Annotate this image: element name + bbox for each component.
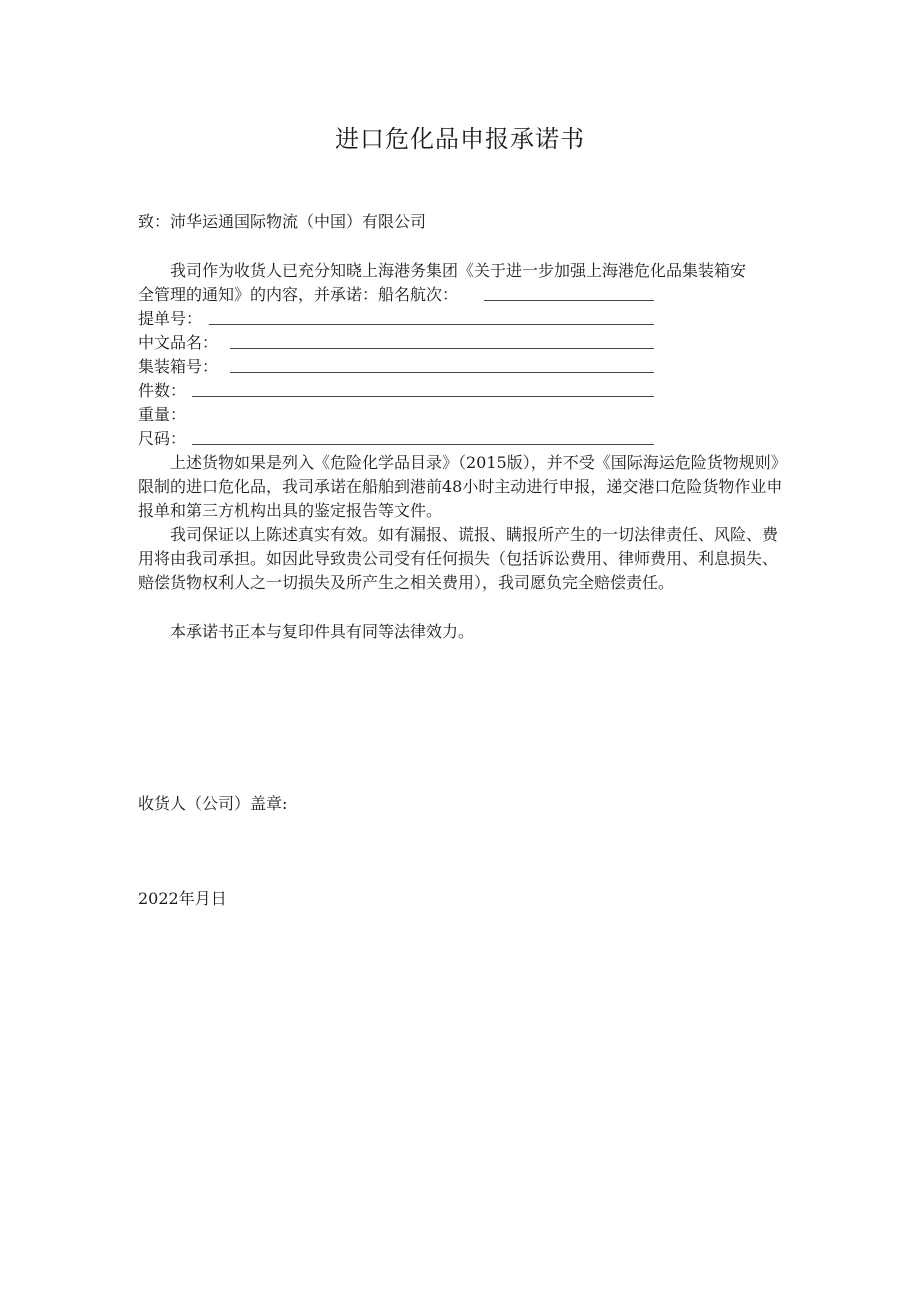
- pieces-blank: [192, 396, 654, 397]
- stamp-label: 收货人（公司）盖章:: [138, 794, 288, 813]
- chinese-name-label: 中文品名：: [138, 333, 219, 352]
- bill-of-lading-label: 提单号：: [138, 309, 203, 328]
- bill-of-lading-blank: [209, 324, 654, 325]
- paragraph-3: 我司保证以上陈述真实有效。如有漏报、谎报、瞒报所产生的一切法律责任、风险、费用将由我司承担。如因此导致贵公司受有任何损失（包括诉讼费用、律师费用、利息损失、赔偿货物权利人之一切损失及所产生之相关费用），我司愿负完全赔偿责任。: [138, 525, 779, 592]
- pieces-label: 件数：: [138, 381, 187, 400]
- container-no-blank: [230, 372, 654, 373]
- paragraph-4: 本承诺书正本与复印件具有同等法律效力。: [170, 622, 475, 641]
- weight-label: 重量：: [138, 405, 187, 424]
- date-line: 2022年月日: [138, 889, 227, 908]
- paragraph-1-line-1: 我司作为收货人已充分知晓上海港务集团《关于进一步加强上海港危化品集装箱安: [170, 261, 747, 280]
- document-title: 进口危化品申报承诺书: [335, 125, 585, 153]
- paragraph-2: 上述货物如果是列入《危险化学品目录》（2015版），并不受《国际海运危险货物规则》限制的进口危化品，我司承诺在船舶到港前48小时主动进行申报，递交港口危险货物作业申报单和第三方机构出具的鉴定报告等文件。: [138, 453, 787, 520]
- addressee-line: 致：沛华运通国际物流（中国）有限公司: [138, 212, 427, 231]
- vessel-voyage-blank: [484, 300, 654, 301]
- paragraph-1-line-2: 全管理的通知》的内容，并承诺：船名航次：: [138, 285, 459, 304]
- dimensions-blank: [192, 444, 654, 445]
- container-no-label: 集装箱号：: [138, 357, 219, 376]
- chinese-name-blank: [230, 348, 654, 349]
- dimensions-label: 尺码：: [138, 429, 187, 448]
